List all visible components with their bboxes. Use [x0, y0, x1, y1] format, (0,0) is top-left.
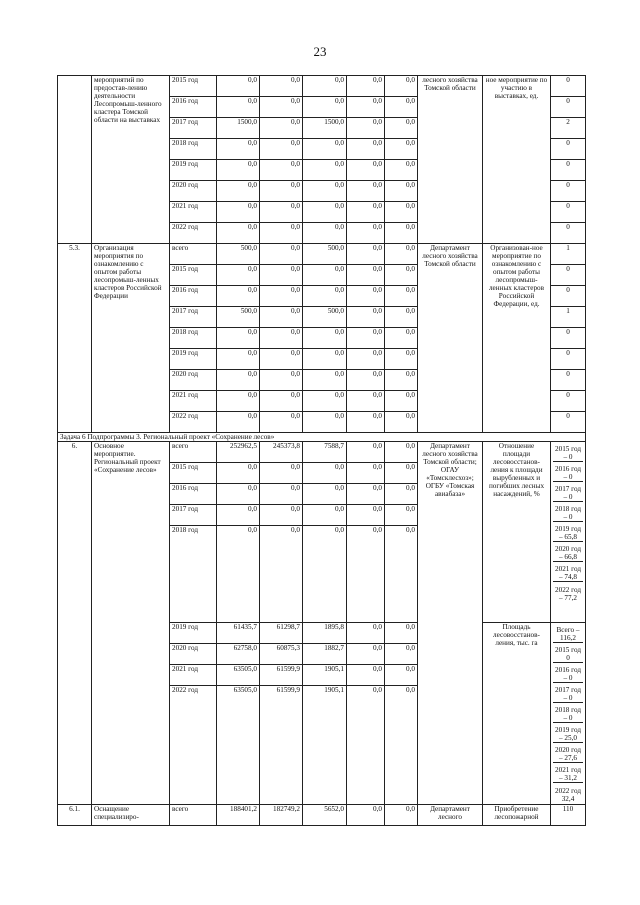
value-cell: 0,0 [303, 328, 347, 349]
value-cell: 0,0 [385, 97, 418, 118]
value-cell: 0,0 [303, 505, 347, 526]
value-cell: 0,0 [260, 223, 303, 244]
year-cell: 2017 год [170, 307, 217, 328]
value-cell: 61599,9 [260, 686, 303, 805]
value-cell: 0,0 [260, 484, 303, 505]
year-cell: 2021 год [170, 202, 217, 223]
measure-name: Организация мероприятия по ознакомлению с опытом работы лесопромыш-ленных кластеров Российской Федерации [92, 244, 170, 433]
value-cell: 0,0 [385, 686, 418, 805]
year-cell: 2016 год [170, 286, 217, 307]
indicator-value: 2022 год 32,4 [555, 787, 581, 803]
measure-name: Оснащение специализиро- [92, 805, 170, 826]
value-cell: 0,0 [217, 76, 260, 97]
indicator-value: 2019 год – 25,0 [553, 723, 583, 743]
indicator-value: 2016 год – 0 [553, 462, 583, 482]
measure-name: мероприятий по предостав-лению деятельности Лесопромыш-ленного кластера Томской области на выставках [92, 76, 170, 244]
value-cell: 0,0 [260, 463, 303, 484]
value-cell: 0,0 [385, 349, 418, 370]
year-cell: 2022 год [170, 686, 217, 805]
value-cell: 0,0 [217, 202, 260, 223]
value-cell: 0,0 [347, 76, 385, 97]
year-cell: 2021 год [170, 665, 217, 686]
value-cell: 0,0 [217, 412, 260, 433]
value-cell: 500,0 [303, 244, 347, 265]
value-cell: 0,0 [260, 160, 303, 181]
indicator-value: 1 [551, 244, 586, 265]
indicator-value: 2022 год – 77,2 [555, 586, 581, 602]
indicator-value: 0 [551, 349, 586, 370]
year-cell: 2015 год [170, 463, 217, 484]
indicator-value: 0 [551, 139, 586, 160]
table-row [58, 805, 586, 826]
value-cell: 0,0 [303, 463, 347, 484]
value-cell: 0,0 [260, 118, 303, 139]
value-cell: 0,0 [217, 505, 260, 526]
value-cell: 0,0 [385, 139, 418, 160]
value-cell: 0,0 [347, 97, 385, 118]
value-cell: 0,0 [385, 328, 418, 349]
value-cell: 0,0 [217, 484, 260, 505]
value-cell: 0,0 [260, 328, 303, 349]
task-header: Задача 6 Подпрограммы 3. Региональный проект «Сохранение лесов» [58, 433, 586, 442]
value-cell: 0,0 [217, 97, 260, 118]
value-cell: 0,0 [303, 181, 347, 202]
value-cell: 0,0 [260, 97, 303, 118]
indicator-value: 0 [551, 370, 586, 391]
value-cell: 252962,5 [217, 442, 260, 463]
value-cell: 0,0 [217, 265, 260, 286]
value-cell: 0,0 [385, 160, 418, 181]
value-cell: 500,0 [217, 244, 260, 265]
year-cell: 2020 год [170, 370, 217, 391]
value-cell: 0,0 [260, 244, 303, 265]
value-cell: 182749,2 [260, 805, 303, 826]
year-cell: 2018 год [170, 328, 217, 349]
executor: Департамент лесного [418, 805, 483, 826]
value-cell: 63505,0 [217, 665, 260, 686]
year-cell: 2020 год [170, 181, 217, 202]
value-cell: 63505,0 [217, 686, 260, 805]
value-cell: 1895,8 [303, 623, 347, 644]
indicator-values [551, 442, 586, 623]
value-cell: 0,0 [347, 644, 385, 665]
year-cell: 2021 год [170, 391, 217, 412]
year-cell: 2016 год [170, 484, 217, 505]
value-cell: 1500,0 [303, 118, 347, 139]
value-cell: 1905,1 [303, 686, 347, 805]
indicator-value: 2015 год 0 [553, 643, 583, 663]
value-cell: 0,0 [260, 286, 303, 307]
year-cell: 2019 год [170, 349, 217, 370]
indicator-value: 2017 год – 0 [553, 482, 583, 502]
value-cell: 0,0 [385, 202, 418, 223]
year-cell: 2020 год [170, 644, 217, 665]
year-cell: 2015 год [170, 76, 217, 97]
value-cell: 188401,2 [217, 805, 260, 826]
value-cell: 0,0 [217, 391, 260, 412]
indicator-value: 0 [551, 202, 586, 223]
value-cell: 0,0 [217, 526, 260, 623]
value-cell: 60875,3 [260, 644, 303, 665]
value-cell: 0,0 [385, 505, 418, 526]
indicator-value: 2020 год – 27,6 [553, 743, 583, 763]
value-cell: 0,0 [303, 349, 347, 370]
value-cell: 0,0 [217, 328, 260, 349]
indicator-value: 0 [551, 76, 586, 97]
year-cell: 2018 год [170, 139, 217, 160]
task-header-row [58, 433, 586, 442]
value-cell: 7588,7 [303, 442, 347, 463]
value-cell: 0,0 [347, 370, 385, 391]
value-cell: 0,0 [260, 202, 303, 223]
value-cell: 0,0 [303, 484, 347, 505]
indicator-value: 110 [551, 805, 586, 826]
indicator-value: 0 [551, 97, 586, 118]
value-cell: 245373,8 [260, 442, 303, 463]
value-cell: 61435,7 [217, 623, 260, 644]
value-cell: 0,0 [217, 286, 260, 307]
value-cell: 0,0 [303, 223, 347, 244]
year-cell: 2019 год [170, 160, 217, 181]
indicator-value: 1 [551, 307, 586, 328]
year-cell: всего [170, 442, 217, 463]
value-cell: 0,0 [385, 391, 418, 412]
value-cell: 0,0 [385, 412, 418, 433]
year-cell: 2016 год [170, 97, 217, 118]
value-cell: 0,0 [385, 463, 418, 484]
value-cell: 0,0 [303, 286, 347, 307]
indicator-name: Отношение площади лесовосстанов-ления к площади вырубленных и погибших лесных насаждений, % [483, 442, 551, 623]
value-cell: 0,0 [303, 139, 347, 160]
row-number: 6.1. [58, 805, 92, 826]
value-cell: 0,0 [347, 244, 385, 265]
year-cell: 2022 год [170, 412, 217, 433]
page-number: 23 [313, 44, 327, 59]
indicator-value: 0 [551, 391, 586, 412]
value-cell: 0,0 [347, 223, 385, 244]
value-cell: 0,0 [347, 139, 385, 160]
indicator-value: 2021 год – 74,8 [553, 562, 583, 582]
value-cell: 0,0 [303, 412, 347, 433]
year-cell: всего [170, 244, 217, 265]
value-cell: 0,0 [347, 412, 385, 433]
indicator-name: Площадь лесовосстанов-ления, тыс. га [483, 623, 551, 805]
value-cell: 0,0 [385, 307, 418, 328]
value-cell: 0,0 [303, 76, 347, 97]
value-cell: 0,0 [347, 202, 385, 223]
value-cell: 0,0 [217, 349, 260, 370]
program-table [57, 75, 586, 826]
value-cell: 0,0 [347, 484, 385, 505]
value-cell: 0,0 [347, 505, 385, 526]
value-cell: 62758,0 [217, 644, 260, 665]
value-cell: 0,0 [347, 391, 385, 412]
indicator-value: 0 [551, 265, 586, 286]
value-cell: 0,0 [385, 805, 418, 826]
value-cell: 0,0 [385, 623, 418, 644]
value-cell: 0,0 [347, 349, 385, 370]
value-cell: 0,0 [303, 526, 347, 623]
value-cell: 0,0 [260, 349, 303, 370]
value-cell: 0,0 [347, 686, 385, 805]
value-cell: 0,0 [260, 370, 303, 391]
value-cell: 0,0 [385, 76, 418, 97]
row-number: 6. [58, 442, 92, 805]
value-cell: 0,0 [303, 202, 347, 223]
table-row [58, 76, 586, 97]
year-cell: 2015 год [170, 265, 217, 286]
year-cell: 2017 год [170, 118, 217, 139]
value-cell: 0,0 [347, 805, 385, 826]
value-cell: 0,0 [347, 442, 385, 463]
value-cell: 0,0 [385, 181, 418, 202]
value-cell: 0,0 [260, 139, 303, 160]
indicator-value: 2015 год – 0 [553, 442, 583, 462]
value-cell: 0,0 [303, 160, 347, 181]
indicator-value: 2020 год – 66,8 [553, 542, 583, 562]
value-cell: 500,0 [217, 307, 260, 328]
value-cell: 0,0 [385, 244, 418, 265]
indicator-value: 0 [551, 328, 586, 349]
value-cell: 0,0 [303, 97, 347, 118]
value-cell: 0,0 [217, 181, 260, 202]
value-cell: 1500,0 [217, 118, 260, 139]
indicator-value: 2018 год – 0 [553, 703, 583, 723]
value-cell: 0,0 [347, 463, 385, 484]
value-cell: 0,0 [260, 526, 303, 623]
value-cell: 0,0 [347, 286, 385, 307]
value-cell: 0,0 [260, 307, 303, 328]
value-cell: 0,0 [260, 181, 303, 202]
value-cell: 0,0 [347, 181, 385, 202]
indicator-value: 0 [551, 412, 586, 433]
table-row [58, 244, 586, 265]
value-cell: 1882,7 [303, 644, 347, 665]
indicator-value: 2 [551, 118, 586, 139]
indicator-values [551, 623, 586, 805]
value-cell: 0,0 [385, 223, 418, 244]
value-cell: 0,0 [303, 370, 347, 391]
indicator-value: Всего – 116,2 [553, 623, 583, 643]
value-cell: 0,0 [347, 265, 385, 286]
indicator-value: 2018 год – 0 [553, 502, 583, 522]
row-number [58, 76, 92, 244]
indicator-name: Приобретение лесопожарной [483, 805, 551, 826]
indicator-value: 2021 год – 31,2 [553, 763, 583, 783]
row-number: 5.3. [58, 244, 92, 433]
indicator-value: 2017 год – 0 [553, 683, 583, 703]
indicator-value: 2019 год – 65,8 [553, 522, 583, 542]
value-cell: 0,0 [385, 644, 418, 665]
value-cell: 0,0 [385, 442, 418, 463]
year-cell: 2019 год [170, 623, 217, 644]
value-cell: 0,0 [347, 328, 385, 349]
value-cell: 0,0 [217, 463, 260, 484]
value-cell: 0,0 [347, 160, 385, 181]
indicator-value: 0 [551, 286, 586, 307]
table-row [58, 442, 586, 463]
value-cell: 1905,1 [303, 665, 347, 686]
indicator-name: ное мероприятие по участию в выставках, ед. [483, 76, 551, 244]
value-cell: 0,0 [385, 484, 418, 505]
value-cell: 0,0 [303, 265, 347, 286]
executor: лесного хозяйства Томской области [418, 76, 483, 244]
value-cell: 0,0 [385, 118, 418, 139]
value-cell: 0,0 [260, 391, 303, 412]
value-cell: 0,0 [217, 160, 260, 181]
indicator-name: Организован-ное мероприятие по ознакомлению с опытом работы лесопромыш-ленных кластеров Российской Федерации, ед. [483, 244, 551, 433]
value-cell: 0,0 [385, 265, 418, 286]
year-cell: 2018 год [170, 526, 217, 623]
value-cell: 0,0 [260, 412, 303, 433]
year-cell: 2022 год [170, 223, 217, 244]
year-cell: 2017 год [170, 505, 217, 526]
value-cell: 0,0 [347, 307, 385, 328]
value-cell: 0,0 [260, 265, 303, 286]
value-cell: 0,0 [347, 665, 385, 686]
indicator-value: 0 [551, 160, 586, 181]
value-cell: 0,0 [260, 505, 303, 526]
value-cell: 0,0 [385, 286, 418, 307]
value-cell: 0,0 [347, 526, 385, 623]
indicator-value: 0 [551, 223, 586, 244]
value-cell: 0,0 [347, 118, 385, 139]
executor: Департамент лесного хозяйства Томской области; ОГАУ «Томсклесхоз»; ОГБУ «Томская авиабаза» [418, 442, 483, 805]
value-cell: 0,0 [217, 139, 260, 160]
value-cell: 500,0 [303, 307, 347, 328]
indicator-value: 2016 год – 0 [553, 663, 583, 683]
value-cell: 0,0 [385, 665, 418, 686]
value-cell: 0,0 [347, 623, 385, 644]
value-cell: 0,0 [385, 370, 418, 391]
indicator-value: 0 [551, 181, 586, 202]
value-cell: 0,0 [217, 370, 260, 391]
value-cell: 0,0 [217, 223, 260, 244]
value-cell: 0,0 [260, 76, 303, 97]
executor: Департамент лесного хозяйства Томской области [418, 244, 483, 433]
value-cell: 61599,9 [260, 665, 303, 686]
measure-name: Основное мероприятие. Региональный проект «Сохранение лесов» [92, 442, 170, 805]
value-cell: 0,0 [303, 391, 347, 412]
value-cell: 61298,7 [260, 623, 303, 644]
year-cell: всего [170, 805, 217, 826]
value-cell: 0,0 [385, 526, 418, 623]
value-cell: 5652,0 [303, 805, 347, 826]
